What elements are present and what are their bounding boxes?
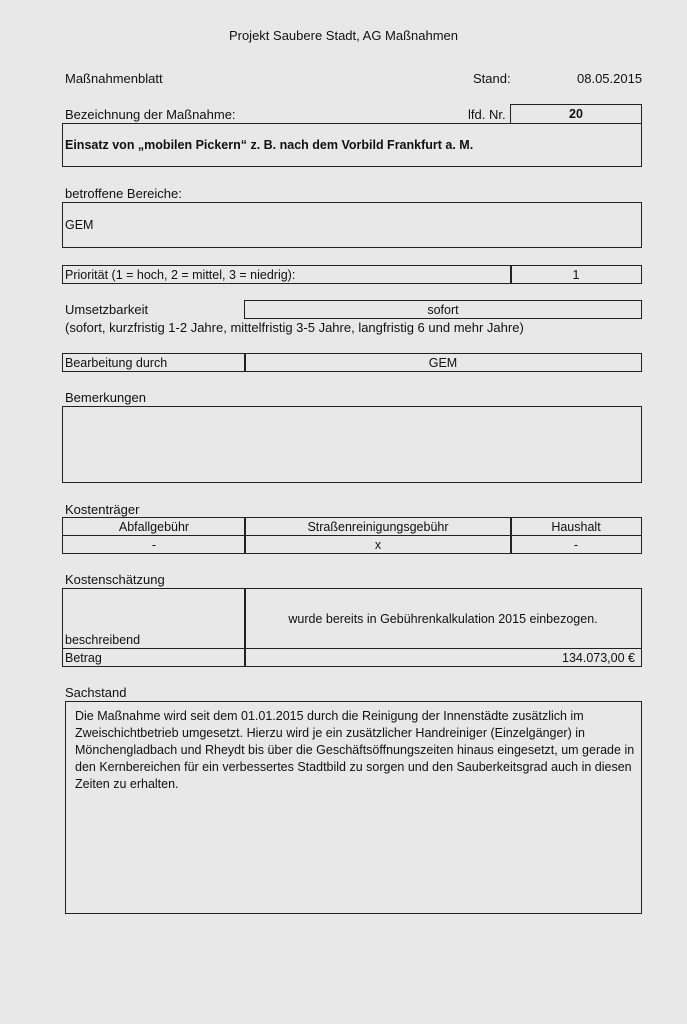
stand-label: Stand: (473, 71, 511, 86)
remarks-box (62, 406, 642, 483)
areas-box (62, 202, 642, 248)
cost-bearer-label: Kostenträger (65, 502, 140, 517)
areas-value: GEM (65, 218, 94, 232)
stand-date: 08.05.2015 (577, 71, 643, 86)
feasibility-hint: (sofort, kurzfristig 1-2 Jahre, mittelfristig 3-5 Jahre, langfristig 6 und mehr Jahre) (65, 320, 524, 335)
cost-desc-label: beschreibend (65, 633, 141, 647)
cost-bearer-val-abfall: - (62, 535, 246, 554)
cost-estimate-label: Kostenschätzung (65, 572, 165, 587)
lfd-nr-value: 20 (510, 104, 642, 124)
cost-bearer-col-strassen: Straßenreinigungsgebühr (244, 517, 512, 536)
cost-bearer-val-haushalt: - (510, 535, 642, 554)
cost-bearer-col-abfall: Abfallgebühr (62, 517, 246, 536)
status-box (65, 701, 642, 914)
processing-label: Bearbeitung durch (62, 353, 246, 372)
measure-label: Bezeichnung der Maßnahme: (65, 107, 236, 122)
feasibility-value: sofort (244, 300, 642, 319)
cost-bearer-val-strassen: x (244, 535, 512, 554)
lfd-nr-label: lfd. Nr. (468, 107, 506, 122)
measure-title: Einsatz von „mobilen Pickern“ z. B. nach dem Vorbild Frankfurt a. M. (65, 138, 474, 152)
measure-title-box (62, 123, 642, 167)
document-title: Projekt Saubere Stadt, AG Maßnahmen (228, 28, 459, 43)
priority-value: 1 (510, 265, 642, 284)
cost-bearer-col-haushalt: Haushalt (510, 517, 642, 536)
cost-amount-label: Betrag (62, 648, 246, 667)
status-text: Die Maßnahme wird seit dem 01.01.2015 durch die Reinigung der Innenstädte zusätzlich im Zweischichtbetrieb umgesetzt. Hierzu wird je ein zusätzlicher Handreiniger (Einzelgänger) in Mönchengladbach und Rheydt bis über die Geschäftsöffnungszeiten hinaus eingesetzt, um gerade in den Kernbereichen für ein verbessertes Stadtbild zu sorgen und den Sauberkeitsgrad auch in diesen Zeiten zu erhalten. (75, 709, 635, 791)
feasibility-label: Umsetzbarkeit (65, 302, 149, 317)
cost-desc-value: wurde bereits in Gebührenkalkulation 2015 einbezogen. (244, 588, 642, 649)
remarks-label: Bemerkungen (65, 390, 146, 405)
cost-amount-value: 134.073,00 € (244, 648, 642, 667)
processing-value: GEM (244, 353, 642, 372)
cost-desc-label-cell (62, 588, 246, 649)
status-label: Sachstand (65, 685, 127, 700)
areas-label: betroffene Bereiche: (65, 186, 182, 201)
priority-label: Priorität (1 = hoch, 2 = mittel, 3 = niedrig): (62, 265, 512, 284)
sheet-label: Maßnahmenblatt (65, 71, 163, 86)
